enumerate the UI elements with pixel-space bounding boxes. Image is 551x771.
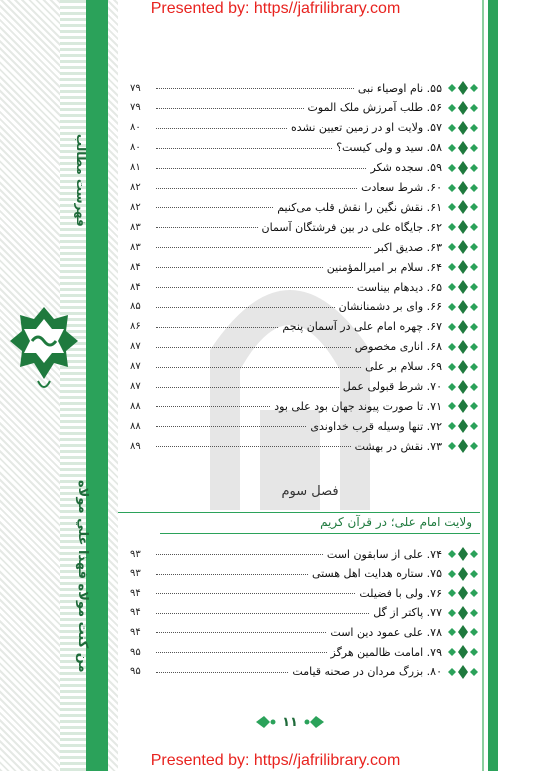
toc-dot-leader: [156, 246, 371, 248]
diamond-bullet-icon: [446, 120, 480, 136]
toc-entry-title: ۷۳. نقش در بهشت: [354, 439, 442, 453]
toc-dot-leader: [156, 405, 270, 407]
toc-dot-leader: [156, 651, 327, 653]
diamond-bullet-icon: [446, 339, 480, 355]
toc-row: [130, 237, 480, 257]
toc-entry-title: ۵۸. سید و ولی کیست؟: [336, 141, 442, 155]
toc-page-number: ۸۷: [130, 361, 141, 373]
toc-entry-title: ۷۲. تنها وسیله قرب خداوندی: [310, 419, 442, 433]
toc-dot-leader: [156, 306, 335, 308]
page-number: ۱۱: [282, 714, 298, 730]
diamond-bullet-icon: [446, 279, 480, 295]
right-thin-line: [482, 0, 484, 771]
toc-entry-title: ۶۵. دیدهام بیناست: [356, 280, 442, 294]
toc-row: [130, 78, 480, 98]
toc-row: [130, 642, 480, 662]
toc-dot-leader: [156, 386, 339, 388]
toc-page-number: ۸۵: [130, 301, 141, 313]
toc-dot-leader: [156, 206, 273, 208]
diamond-bullet-icon: [446, 418, 480, 434]
diamond-bullet-icon: [446, 319, 480, 335]
toc-row: [130, 197, 480, 217]
toc-page-number: ۸۰: [130, 122, 141, 134]
toc-page-number: ۹۴: [130, 587, 141, 599]
toc-entry-title: ۷۹. امامت ظالمین هرگز: [330, 645, 442, 659]
diamond-bullet-icon: [446, 80, 480, 96]
toc-row: [130, 257, 480, 277]
diamond-bullet-icon: [446, 199, 480, 215]
toc-dot-leader: [156, 127, 287, 129]
toc-page-number: ۹۳: [130, 548, 141, 560]
toc-entry-title: ۶۴. سلام بر امیرالمؤمنین: [326, 260, 442, 274]
toc-page-number: ۸۲: [130, 182, 141, 193]
toc-row: [130, 158, 480, 178]
toc-page-number: ۸۶: [130, 321, 141, 333]
toc-entry-title: ۵۶. طلب آمرزش ملک الموت: [307, 101, 442, 115]
diamond-bullet-icon: [446, 100, 480, 116]
toc-dot-leader: [156, 346, 351, 348]
toc-entry-title: ۶۳. صدیق اکبر: [374, 240, 442, 254]
toc-entry-title: ۷۱. تا صورت پیوند جهان بود علی بود: [274, 399, 442, 413]
toc-entry-title: ۶۲. جایگاه علی در بین فرشتگان آسمان: [261, 220, 442, 234]
toc-dot-leader: [156, 286, 353, 288]
banner-top: Presented by: https//jafrilibrary.com: [150, 0, 401, 17]
toc-dot-leader: [156, 326, 278, 328]
page-number-block: [255, 712, 325, 732]
toc-row: [130, 357, 480, 377]
section-subtitle: ولایت امام علی؛ در قرآن کریم: [320, 515, 472, 529]
toc-page-number: ۸۰: [130, 142, 141, 154]
toc-entry-title: ۷۶. ولی با فضیلت: [359, 586, 442, 600]
toc-page-number: ۸۸: [130, 400, 141, 412]
toc-page-number: ۸۴: [130, 281, 141, 293]
toc-entry-title: ۸۰. بزرگ مردان در صحنه قیامت: [292, 665, 442, 679]
toc-entry-title: ۶۷. چهره امام علی در آسمان پنجم: [282, 320, 442, 334]
toc-dot-leader: [156, 445, 351, 447]
diamond-bullet-icon: [446, 259, 480, 275]
toc-dot-leader: [156, 147, 332, 149]
toc-entry-title: ۶۸. اناری مخصوص: [354, 340, 442, 354]
toc-page-number: ۹۴: [130, 626, 141, 638]
toc-row: [130, 436, 480, 456]
diamond-bullet-icon: [446, 398, 480, 414]
toc-dot-leader: [156, 266, 323, 268]
toc-dot-leader: [156, 631, 326, 633]
toc-page-number: ۹۵: [130, 646, 141, 658]
diamond-bullet-icon: [446, 180, 480, 196]
diamond-bullet-icon: [446, 585, 480, 601]
toc-entry-title: ۵۷. ولایت او در زمین تعیین نشده: [290, 121, 442, 135]
toc-entry-title: ۶۰. شرط سعادت: [361, 181, 442, 194]
toc-dot-leader: [156, 167, 366, 169]
right-green-band: [488, 0, 498, 771]
section-title: فصل سوم: [281, 484, 339, 499]
toc-row: [130, 138, 480, 158]
diamond-bullet-icon: [446, 299, 480, 315]
toc-page-number: ۸۸: [130, 420, 141, 432]
toc-page-number: ۸۹: [130, 440, 141, 452]
toc-row: [130, 396, 480, 416]
toc-row: [130, 178, 480, 198]
toc-dot-leader: [156, 366, 361, 368]
toc-page-number: ۸۷: [130, 341, 141, 353]
toc-page-number: ۷۹: [130, 102, 141, 114]
diamond-bullet-icon: [446, 359, 480, 375]
diamond-bullet-icon: [446, 546, 480, 562]
toc-row: [130, 297, 480, 317]
toc-dot-leader: [156, 573, 308, 575]
toc-page-number: ۸۴: [130, 261, 141, 273]
toc-page-number: ۸۲: [130, 201, 141, 213]
ornament-left-icon: [256, 715, 276, 729]
diamond-bullet-icon: [446, 379, 480, 395]
toc-page-number: ۸۱: [130, 162, 141, 174]
toc-dot-leader: [156, 553, 323, 555]
toc-dot-leader: [156, 87, 354, 89]
toc-dot-leader: [156, 592, 355, 594]
toc-row: [130, 662, 480, 682]
toc-dot-leader: [156, 187, 357, 189]
toc-row: [130, 337, 480, 357]
calligraphy-emblem-icon: [8, 305, 80, 395]
diamond-bullet-icon: [446, 219, 480, 235]
toc-entry-title: ۷۷. پاکتر از گل: [373, 606, 442, 620]
toc-row: [130, 583, 480, 603]
diamond-bullet-icon: [446, 140, 480, 156]
toc-page-number: ۹۳: [130, 568, 141, 580]
toc-page-number: ۸۷: [130, 381, 141, 392]
toc-page-number: ۷۹: [130, 82, 141, 94]
diamond-bullet-icon: [446, 624, 480, 640]
toc-row: [130, 317, 480, 337]
toc-row: [130, 603, 480, 623]
diamond-bullet-icon: [446, 664, 480, 680]
toc-row: [130, 118, 480, 138]
toc-dot-leader: [156, 107, 304, 109]
toc-entry-title: ۶۹. سلام بر علی: [365, 360, 442, 374]
toc-dot-leader: [156, 612, 369, 614]
toc-row: [130, 564, 480, 584]
section-top-line: [118, 512, 480, 513]
toc-page-number: ۹۴: [130, 607, 141, 619]
toc-entry-title: ۵۵. نام اوصیاء نبی: [357, 81, 442, 95]
toc-entry-title: ۷۰. شرط قبولی عمل: [342, 380, 442, 393]
diamond-bullet-icon: [446, 160, 480, 176]
toc-entry-title: ۶۶. وای بر دشمنانشان: [338, 300, 442, 314]
toc-entry-title: ۷۸. علی عمود دین است: [330, 625, 442, 639]
toc-entry-title: ۵۹. سجده شکر: [370, 161, 442, 175]
banner-bottom: Presented by: https//jafrilibrary.com: [150, 752, 401, 769]
toc-row: [130, 544, 480, 564]
toc-entry-title: ۷۵. ستاره هدایت اهل هستی: [311, 567, 442, 581]
toc-dot-leader: [156, 226, 258, 228]
toc-entry-title: ۶۱. نقش نگین را نقش قلب می‌کنیم: [277, 200, 442, 214]
toc-entry-title: ۷۴. علی از سابقون است: [326, 547, 442, 561]
diamond-bullet-icon: [446, 644, 480, 660]
toc-row: [130, 277, 480, 297]
toc-row: [130, 622, 480, 642]
sidebar-slogan: من كنت مولاه فهذا علي مولاه: [75, 480, 90, 673]
diamond-bullet-icon: [446, 566, 480, 582]
section-bottom-line: [160, 533, 480, 534]
toc-dot-leader: [156, 425, 306, 427]
toc-row: [130, 377, 480, 397]
toc-dot-leader: [156, 671, 288, 673]
diamond-bullet-icon: [446, 239, 480, 255]
diamond-bullet-icon: [446, 605, 480, 621]
toc-sidebar-label: فهرست مطالب: [74, 133, 88, 227]
toc-row: [130, 98, 480, 118]
toc-page-number: ۸۳: [130, 241, 141, 253]
toc-row: [130, 217, 480, 237]
toc-page-number: ۸۳: [130, 221, 141, 233]
diamond-bullet-icon: [446, 438, 480, 454]
toc-page-number: ۹۵: [130, 666, 141, 678]
ornament-right-icon: [304, 715, 324, 729]
toc-row: [130, 416, 480, 436]
